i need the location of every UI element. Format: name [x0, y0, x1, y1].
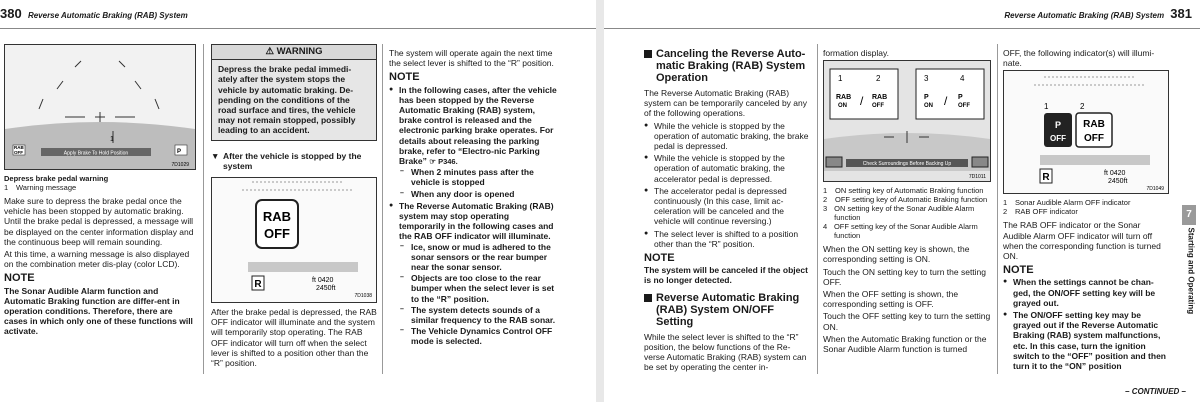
- sonar-on-key[interactable]: P: [924, 94, 929, 102]
- after-stop-heading: [211, 151, 377, 171]
- chapter-side-label: [1180, 226, 1200, 346]
- col2-paragraph-4: Touch the OFF setting key to turn the setting ON.: [823, 311, 991, 332]
- fig4-num-1: 1: [1044, 102, 1049, 112]
- fig1-badge-left: RAB: [14, 145, 24, 150]
- sub-list: [399, 167, 557, 199]
- column-divider: [382, 44, 383, 374]
- caption-row: [823, 186, 991, 195]
- fig1-callout-number: 1: [110, 136, 114, 143]
- meter-display-illustration: [212, 178, 376, 302]
- page-number-left: 380: [0, 6, 22, 21]
- caption-num: 2: [1003, 207, 1008, 217]
- fig3-message: Check Surroundings Before Backing Up: [862, 161, 952, 168]
- section2-title: Reverse Automatic Braking (RAB) System ON/OFF Setting: [656, 291, 800, 328]
- square-bullet-icon: [644, 50, 652, 58]
- warning-text: Depress the brake pedal immedi-ately after the system stops the vehicle by automatic braking. De-pending on the conditions of the road surface and tires, the vehicle may not remain stopped, possibly leading to an accident.: [212, 60, 376, 139]
- left-col-2: [211, 44, 377, 370]
- col3-note-heading: NOTE: [1003, 264, 1034, 277]
- right-col-2: [823, 48, 991, 356]
- caption-item-num: 1: [4, 183, 9, 192]
- figure-off-indicators: [1003, 70, 1169, 194]
- svg-text:ON: ON: [838, 103, 847, 110]
- list-item: [399, 201, 557, 347]
- caption-num: 2: [823, 195, 828, 205]
- col2-paragraph: After the brake pedal is depressed, the RAB OFF indicator will illuminate and the system will temporarily stop operating. The RAB OFF indicator will turn off when the select lever is shifted to a position other than the “R” position.: [211, 307, 377, 369]
- fig2-code: 7D1038: [354, 293, 372, 300]
- page-ref-link[interactable]: ☞ P346.: [429, 157, 458, 167]
- col3-note-list: [389, 85, 557, 347]
- list-item: ● When the settings cannot be chan-ged, the ON/OFF setting key will be grayed out.: [1013, 277, 1169, 308]
- svg-text:OFF: OFF: [14, 150, 23, 155]
- col2-paragraph-3: When the OFF setting is shown, the corresponding setting is OFF.: [823, 289, 959, 310]
- fig3-num-4: 4: [960, 74, 965, 84]
- section1-title: Canceling the Reverse Auto-matic Braking (RAB) System Operation: [656, 48, 806, 84]
- caption-text: ON setting key of the Sonar Audible Alarm function: [834, 204, 975, 223]
- page-number-right: 381: [1170, 6, 1192, 21]
- right-col-3: [1003, 48, 1169, 373]
- fig4-num-2: 2: [1080, 102, 1085, 112]
- list-item: – The Vehicle Dynamics Control OFF mode is selected.: [411, 326, 557, 346]
- note-item-text: In the following cases, after the vehicle has been stopped by the Reverse Automatic Braking (RAB) system, brake control is released and the electronic parking brake operates. For details about releasing the parking brake, refer to “Electro-nic Parking Brake”: [399, 84, 557, 167]
- fig4-odo-1: ft 0420: [1104, 170, 1126, 178]
- fig1-badge-right: P: [177, 149, 182, 155]
- figure3-caption: [823, 186, 991, 240]
- caption-text: ON setting key of Automatic Braking function: [835, 186, 984, 196]
- warning-triangle-icon: ⚠: [265, 46, 274, 57]
- after-stop-heading-text: After the vehicle is stopped by the system: [223, 150, 362, 171]
- list-item: ● The accelerator pedal is depressed continuously (In this case, limit ac-celeration will be canceled and the vehicle will continue reversing.): [654, 186, 810, 227]
- svg-text:OFF: OFF: [872, 103, 884, 110]
- fig2-odo-1: ft 0420: [312, 277, 334, 285]
- caption-item-text: Warning message: [16, 183, 77, 192]
- list-item: – Objects are too close to the rear bumper when the select lever is set to the “R” position.: [411, 273, 557, 304]
- list-item: ● While the vehicle is stopped by the operation of automatic braking, the brake pedal is depressed.: [654, 121, 810, 152]
- column-divider: [203, 44, 204, 374]
- svg-text:/: /: [944, 94, 948, 109]
- list-item: ● While the vehicle is stopped by the operation of automatic braking, the accelerator pedal is depressed.: [654, 153, 810, 184]
- triangle-down-icon: ▼: [211, 150, 220, 161]
- col2-paragraph-2: Touch the ON setting key to turn the setting OFF.: [823, 266, 987, 287]
- chapter-tab: 7: [1182, 205, 1196, 225]
- caption-num: 3: [823, 204, 828, 214]
- rab-off-key[interactable]: RAB: [872, 94, 888, 102]
- col1-paragraph-2: At this time, a warning message is also displayed on the combination meter dis-play (color LCD).: [4, 249, 190, 270]
- caption-num: 4: [823, 222, 828, 232]
- fig2-badge-rab: RAB: [262, 209, 292, 225]
- rab-off-indicator: RAB: [1083, 119, 1105, 131]
- left-page-header: [0, 6, 596, 29]
- left-header-title: Reverse Automatic Braking (RAB) System: [27, 11, 188, 20]
- page-gutter: [596, 0, 604, 402]
- fig4-odo-2: 2450ft: [1108, 178, 1128, 186]
- chapter-side-label-text: Starting and Operating: [1186, 227, 1196, 315]
- fig3-code: 7D1011: [968, 174, 986, 181]
- col2-paragraph-1: When the ON setting key is shown, the corresponding setting is ON.: [823, 244, 970, 265]
- right-page: [604, 0, 1200, 402]
- col3-top-text: OFF, the following indicator(s) will illumi-nate.: [1003, 48, 1155, 69]
- section1-intro: The Reverse Automatic Braking (RAB) system can be temporarily canceled by any of the following operations.: [644, 88, 807, 119]
- warning-header: [212, 45, 376, 60]
- section1-note-heading: NOTE: [644, 252, 675, 265]
- left-page: [0, 0, 596, 402]
- col2-top-text: formation display.: [823, 48, 889, 58]
- square-bullet-icon: [644, 294, 652, 302]
- list-item: – When any door is opened: [411, 189, 557, 199]
- fig4-gear: R: [1042, 172, 1050, 184]
- fig4-code: 7D1049: [1146, 186, 1164, 193]
- col1-note-text: The Sonar Audible Alarm function and Automatic Braking function are differ-ent in operation conditions. Therefore, there are cases in which only one of these functions will activate.: [4, 285, 193, 337]
- left-col-3: [389, 48, 557, 349]
- caption-text: OFF setting key of Automatic Braking function: [835, 195, 988, 205]
- list-item: – Ice, snow or mud is adhered to the sonar sensors or the rear bumper near the sonar sensor.: [411, 242, 557, 273]
- svg-text:OFF: OFF: [958, 103, 970, 110]
- svg-text:/: /: [860, 94, 864, 109]
- warning-box: [211, 44, 377, 141]
- warning-title: WARNING: [276, 46, 323, 57]
- caption-row: [823, 204, 991, 222]
- caption-row: [823, 222, 991, 240]
- fig2-gear: R: [254, 279, 262, 291]
- sonar-off-indicator: P: [1054, 120, 1062, 131]
- info-display-illustration: [824, 61, 990, 181]
- figure-rab-off-indicator: [211, 177, 377, 303]
- svg-text:OFF: OFF: [1050, 134, 1066, 144]
- caption-row: [1003, 207, 1169, 216]
- fig2-badge-off: OFF: [264, 226, 290, 242]
- rab-on-key[interactable]: RAB: [836, 94, 852, 102]
- column-divider: [817, 44, 818, 374]
- fig1-code: 7D1029: [171, 162, 189, 168]
- col1-note-heading: NOTE: [4, 272, 35, 285]
- caption-row: [823, 195, 991, 204]
- figure1-caption-title: Depress brake pedal warning: [4, 174, 109, 183]
- fig1-message: Apply Brake To Hold Position: [63, 150, 129, 157]
- col3-intro: The system will operate again the next time the select lever is shifted to the “R” position.: [389, 48, 554, 69]
- svg-text:ON: ON: [924, 103, 933, 110]
- caption-text: Sonar Audible Alarm OFF indicator: [1015, 198, 1131, 208]
- caption-row: [1003, 198, 1169, 207]
- fig3-num-3: 3: [924, 74, 929, 84]
- sonar-off-key[interactable]: P: [958, 94, 963, 102]
- fig2-odo-2: 2450ft: [316, 285, 336, 293]
- section2-heading: [644, 292, 810, 328]
- fig3-num-1: 1: [838, 74, 843, 84]
- figure-setting-keys: [823, 60, 991, 182]
- section1-note-text: The system will be canceled if the object is no longer detected.: [644, 265, 808, 286]
- section2-intro: While the select lever is shifted to the “R” position, the below functions of the Re-verse Automatic Braking (RAB) system can be set by operating the center in-: [644, 331, 807, 373]
- list-item: ● The ON/OFF setting key may be grayed out if the Reverse Automatic Braking (RAB) system malfunctions, etc. In this case, turn the ignition switch to the “OFF” position and then turn it to the “ON” position: [1013, 310, 1169, 371]
- meter-display-illustration: [1004, 71, 1168, 193]
- caption-text: RAB OFF indicator: [1015, 207, 1078, 217]
- section1-list: [644, 121, 810, 249]
- figure1-caption: [4, 174, 196, 192]
- figure4-caption: [1003, 198, 1169, 216]
- right-header-title: Reverse Automatic Braking (RAB) System: [1004, 11, 1165, 20]
- list-item: – The system detects sounds of a similar frequency to the RAB sonar.: [411, 305, 557, 325]
- list-item: – When 2 minutes pass after the vehicle is stopped: [411, 167, 557, 187]
- section1-heading: [644, 48, 810, 84]
- sub-list: [399, 242, 557, 347]
- note-item-text: The Reverse Automatic Braking (RAB) system may stop operating temporarily in the following cases and the RAB OFF indicator will illuminate.: [399, 200, 554, 242]
- caption-num: 1: [1003, 198, 1008, 208]
- col2-paragraph-5: When the Automatic Braking function or the Sonar Audible Alarm function is turned: [823, 333, 987, 355]
- camera-view-illustration: [5, 45, 195, 169]
- figure-brake-warning: [4, 44, 196, 170]
- column-divider: [997, 44, 998, 374]
- caption-num: 1: [823, 186, 828, 196]
- list-item: ● The select lever is shifted to a position other than the “R” position.: [654, 229, 810, 249]
- col3-paragraph: The RAB OFF indicator or the Sonar Audible Alarm OFF indicator will turn off when the corresponding function is turned ON.: [1003, 220, 1161, 262]
- fig3-num-2: 2: [876, 74, 881, 84]
- col3-note-list: [1003, 277, 1169, 371]
- list-item: [399, 85, 557, 199]
- continued-label: – CONTINUED –: [1125, 387, 1186, 396]
- right-col-1: [644, 48, 810, 374]
- svg-text:OFF: OFF: [1084, 133, 1104, 145]
- col1-paragraph-1: Make sure to depress the brake pedal once the vehicle has been stopped by automatic braking. Until the brake pedal is depressed, a message will be displayed on the center information display and the continuous beep will remain sounding.: [4, 196, 194, 247]
- right-page-header: [604, 6, 1200, 29]
- left-col-1: [4, 44, 196, 339]
- col3-note-heading: NOTE: [389, 71, 420, 84]
- caption-text: OFF setting key of the Sonar Audible Alarm function: [833, 222, 978, 241]
